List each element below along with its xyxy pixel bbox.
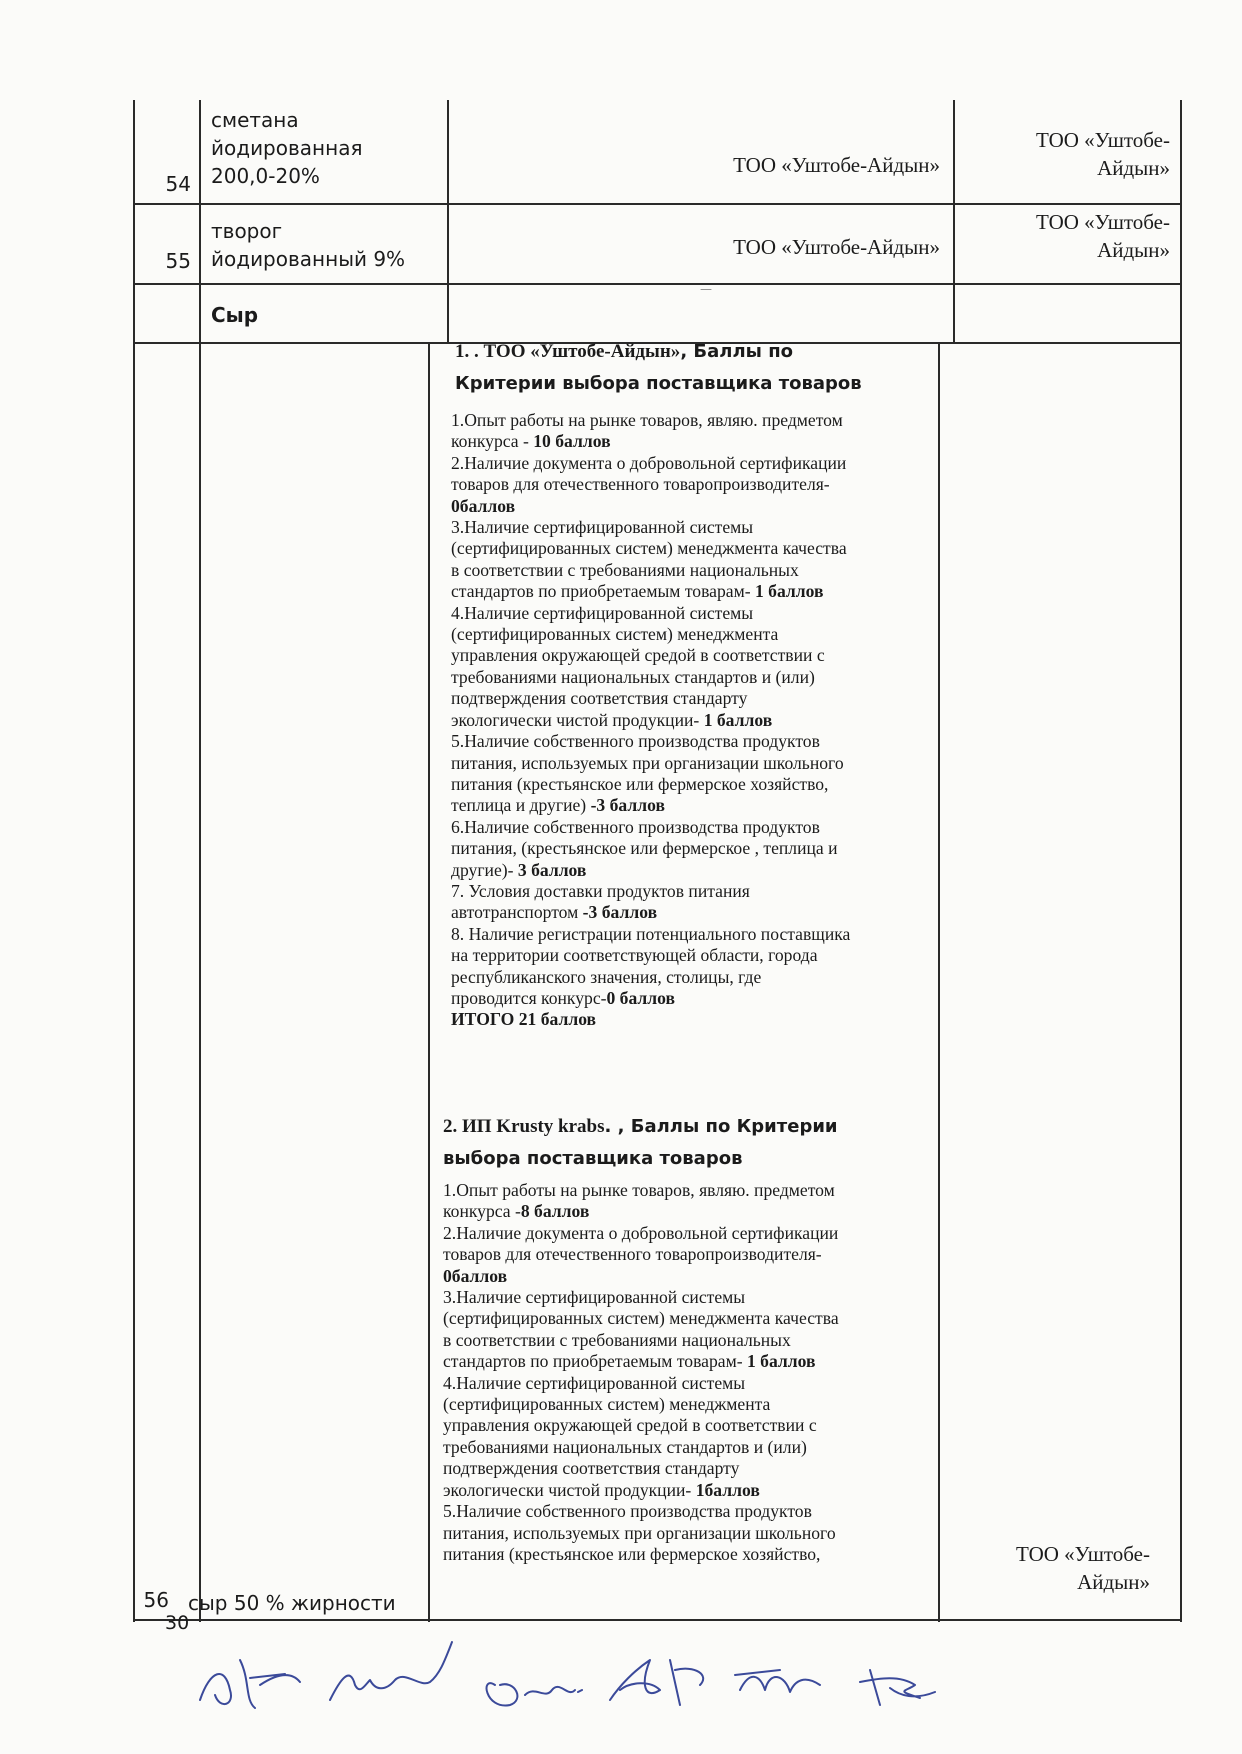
criterion-text: питания, используемых при организации школьного [451,752,844,773]
criterion-text: в соответствии с требованиями национальных [443,1329,791,1350]
product-line: йодированный 9% [211,247,406,271]
criterion-line [451,1009,936,1030]
criterion-line [443,1330,935,1351]
criterion-line [443,1523,935,1544]
criterion-score: 8 баллов [520,1201,590,1222]
criterion-text: 3.Наличие сертифицированной системы [451,517,754,538]
criterion-text: питания, используемых при организации школьного [443,1522,836,1543]
criterion-line [451,624,936,645]
signature-4 [610,1660,703,1705]
row-number: 56 [143,1588,169,1612]
criterion-score: 3 баллов [517,859,587,880]
criterion-line [443,1351,935,1372]
winner-line: Айдын» [1097,156,1170,180]
signature-6 [860,1670,935,1705]
criterion-text: 2.Наличие документа о добровольной сертификации [443,1222,839,1243]
criterion-text: экологически чистой продукции- [443,1479,696,1500]
criterion-score: 0баллов [451,495,516,516]
product-name [211,217,441,273]
winner-name [962,208,1170,264]
page-number: 30 [165,1612,190,1634]
criterion-line [451,688,936,709]
criterion-text: 7. Условия доставки продуктов питания [451,880,750,901]
criterion-line [443,1437,935,1458]
criterion-text: требованиями национальных стандартов и (или) [451,666,815,687]
table-col-divider-3 [953,100,955,344]
criterion-line [443,1244,935,1265]
table-col-divider-3b [938,344,940,1622]
criterion-line [443,1544,935,1565]
criterion-text: управления окружающей средой в соответствии с [443,1415,817,1436]
criterion-text: конкурса - [443,1201,521,1222]
product-name: сыр 50 % жирности [188,1591,396,1615]
criterion-text: теплица и другие) [451,795,591,816]
criterion-score: 1 баллов [754,581,824,602]
handwritten-signatures [180,1630,980,1720]
winner-line: ТОО «Уштобе- [1036,128,1170,152]
criterion-line [451,988,936,1009]
criterion-text: 4.Наличие сертифицированной системы [451,602,754,623]
criterion-line [451,538,936,559]
criterion-text: питания (крестьянское или фермерское хозяйство, [443,1543,821,1564]
criterion-line [443,1266,935,1287]
winner-name [962,126,1170,182]
winner-line: Айдын» [1097,238,1170,262]
criterion-line [443,1223,935,1244]
criterion-line [451,753,936,774]
criterion-line [443,1287,935,1308]
criterion-line [451,581,936,602]
criterion-line [443,1415,935,1436]
criterion-line [451,603,936,624]
criterion-score: 0 баллов [606,987,676,1008]
criterion-line [451,710,936,731]
criterion-line [451,645,936,666]
criterion-line [451,731,936,752]
bidder-heading-prefix: 2. [443,1116,462,1137]
bidder-name: ИП Krusty krabs [462,1116,605,1137]
criterion-text: (сертифицированных систем) менеджмента [443,1394,771,1415]
criterion-line [443,1480,935,1501]
criterion-line [451,453,936,474]
criterion-line [443,1394,935,1415]
criterion-text: в соответствии с требованиями национальных [451,559,799,580]
criterion-score: ИТОГО 21 баллов [451,1009,597,1030]
criterion-line [451,474,936,495]
table-border-left [133,100,135,1622]
row-number: 54 [165,172,191,196]
winner-line: ТОО «Уштобе- [1016,1542,1150,1566]
criterion-line [451,881,936,902]
bidder-heading-suffix: . , Баллы по Критерии [604,1116,838,1137]
criterion-score: 10 баллов [533,431,611,452]
criterion-line [451,410,936,431]
criterion-text: 1.Опыт работы на рынке товаров, являю. предметом [443,1180,835,1200]
criterion-line [451,560,936,581]
bidder-heading [455,336,935,400]
criterion-text: экологически чистой продукции- [451,709,704,730]
criterion-line [451,496,936,517]
bidder-heading-prefix: 1. . [455,341,484,362]
winner-line: ТОО «Уштобе- [1036,210,1170,234]
criterion-text: товаров для отечественного товаропроизводителя- [443,1244,822,1265]
signature-2 [330,1642,452,1700]
product-line: творог [211,219,283,243]
criterion-line [443,1180,935,1201]
criterion-text: 2.Наличие документа о добровольной сертификации [451,452,847,473]
criteria-list [443,1180,935,1565]
signature-5 [735,1670,820,1692]
supplier-name: ТОО «Уштобе-Айдын» [733,153,940,177]
product-line: йодированная [211,136,363,160]
table-border-right [1180,100,1182,1622]
row-divider-55 [133,283,1182,285]
row-divider-54 [133,203,1182,205]
table-bottom-border [133,1619,1182,1621]
criterion-line [451,431,936,452]
criterion-line [443,1458,935,1479]
criterion-text: 3.Наличие сертифицированной системы [443,1287,746,1308]
criterion-text: управления окружающей средой в соответствии с [451,645,825,666]
criterion-text: 6.Наличие собственного производства продуктов [451,816,820,837]
criterion-text: проводится конкурс- [451,987,607,1008]
criterion-text: стандартов по приобретаемым товарам- [443,1351,747,1372]
criterion-text: 8. Наличие регистрации потенциального поставщика [451,923,851,944]
bidder-heading-line2: выбора поставщика товаров [443,1148,743,1169]
product-line: 200,0-20% [211,164,320,188]
criterion-text: требованиями национальных стандартов и (или) [443,1436,807,1457]
criteria-list [451,410,936,1031]
criterion-text: подтверждения соответствия стандарту [443,1458,740,1479]
criterion-text: конкурса - [451,431,534,452]
criterion-score: 1 баллов [746,1351,816,1372]
criterion-line [451,838,936,859]
criterion-line [443,1373,935,1394]
criterion-text: другие)- [451,859,518,880]
criterion-line [451,795,936,816]
criterion-text: 5.Наличие собственного производства продуктов [451,731,820,752]
criterion-text: автотранспортом [451,902,583,923]
criterion-line [443,1308,935,1329]
criterion-text: на территории соответствующей области, города [451,945,818,966]
criterion-text: республиканского значения, столицы, где [451,966,762,987]
winner-line: Айдын» [1077,1570,1150,1594]
criterion-score: -3 баллов [582,902,658,923]
criterion-text: питания, (крестьянское или фермерское , теплица и [451,838,838,859]
section-label: Сыр [211,303,259,327]
table-col-divider-2 [447,100,449,344]
criterion-text: (сертифицированных систем) менеджмента качества [443,1308,839,1329]
criterion-line [451,860,936,881]
table-col-divider-1 [199,100,201,1622]
criterion-line [451,945,936,966]
criterion-line [443,1201,935,1222]
criterion-text: подтверждения соответствия стандарту [451,688,748,709]
criterion-text: (сертифицированных систем) менеджмента [451,624,779,645]
product-name [211,106,441,190]
criterion-text: питания (крестьянское или фермерское хозяйство, [451,773,829,794]
bidder-heading-suffix: , Баллы по [680,341,793,362]
criterion-line [451,924,936,945]
table-col-divider-2b [428,344,430,1622]
criterion-line [451,667,936,688]
bidder-name: ТОО «Уштобе-Айдын» [483,341,681,362]
criterion-text: товаров для отечественного товаропроизводителя- [451,474,830,495]
criterion-line [451,967,936,988]
winner-name [945,1540,1150,1596]
product-line: сметана [211,108,299,132]
criterion-line [451,817,936,838]
criterion-text: (сертифицированных систем) менеджмента качества [451,538,847,559]
supplier-name: ТОО «Уштобе-Айдын» [733,235,940,259]
criterion-line [443,1501,935,1522]
section-mark: — [700,282,712,296]
criterion-score: 0баллов [443,1265,508,1286]
signature-3 [487,1683,582,1705]
criterion-line [451,774,936,795]
criterion-text: 5.Наличие собственного производства продуктов [443,1501,812,1522]
criterion-score: 1баллов [695,1479,760,1500]
criterion-text: стандартов по приобретаемым товарам- [451,581,755,602]
criterion-line [451,902,936,923]
criterion-line [451,517,936,538]
signature-1 [200,1660,300,1708]
criterion-score: -3 баллов [590,795,665,816]
criterion-text: 4.Наличие сертифицированной системы [443,1372,746,1393]
criterion-score: 1 баллов [703,709,773,730]
row-number: 55 [165,249,191,273]
criterion-text: 1.Опыт работы на рынке товаров, являю. предметом [451,410,843,430]
bidder-heading-line2: Критерии выбора поставщика товаров [455,373,862,394]
bidder-heading [443,1111,938,1175]
